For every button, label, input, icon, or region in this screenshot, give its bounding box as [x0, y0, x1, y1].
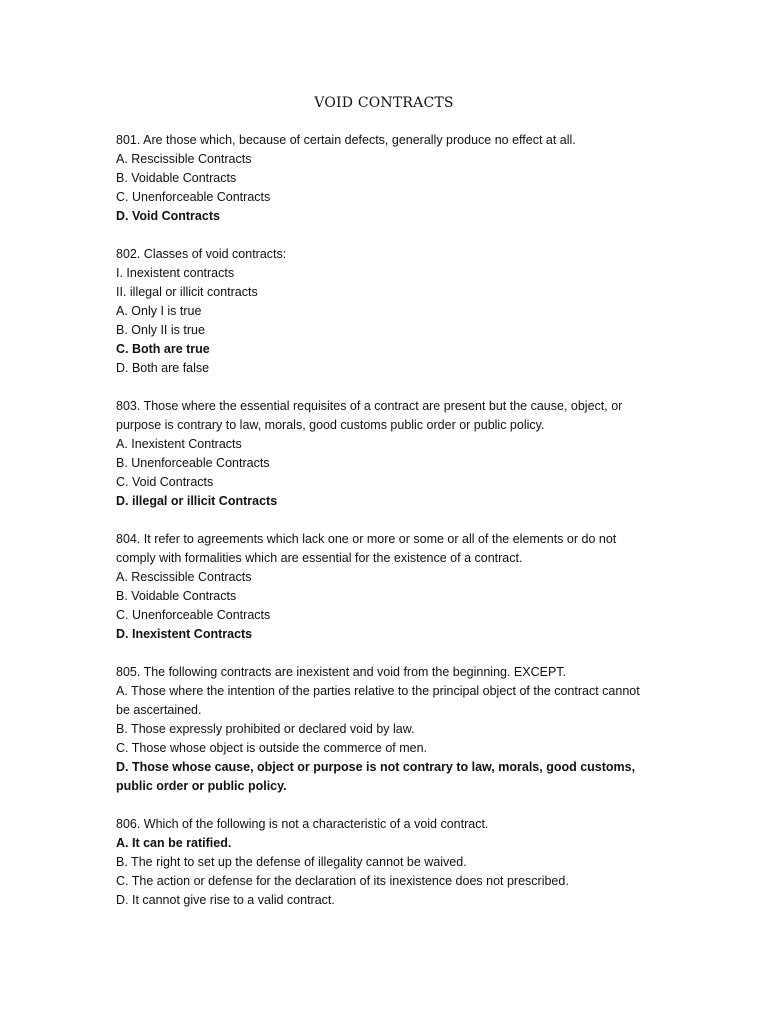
option-b: B. Unenforceable Contracts	[116, 456, 270, 470]
question-stem: 803. Those where the essential requisites of a contract are present but the cause, object, or purpose is contrary to law, morals, good customs public order or public policy.	[116, 399, 623, 432]
option-d-correct: D. Inexistent Contracts	[116, 627, 253, 641]
option-a: A. Inexistent Contracts	[116, 437, 242, 451]
option-c: C. Void Contracts	[116, 475, 214, 489]
option-c: C. The action or defense for the declaration of its inexistence does not prescribed.	[116, 874, 569, 888]
option-d: D. Both are false	[116, 361, 210, 375]
option-a: A. Those where the intention of the parties relative to the principal object of the contract cannot be ascertained.	[116, 684, 640, 717]
option-b: B. Those expressly prohibited or declared void by law.	[116, 722, 415, 736]
question-stem: 801. Are those which, because of certain defects, generally produce no effect at all.	[116, 133, 576, 147]
question-803	[116, 397, 656, 511]
option-b: B. The right to set up the defense of illegality cannot be waived.	[116, 855, 467, 869]
question-801	[116, 131, 656, 226]
question-list	[116, 131, 656, 929]
question-stem: 806. Which of the following is not a characteristic of a void contract.	[116, 817, 489, 831]
option-a-correct: A. It can be ratified.	[116, 836, 232, 850]
statement-ii: II. illegal or illicit contracts	[116, 285, 258, 299]
statement-i: I. Inexistent contracts	[116, 266, 235, 280]
option-a: A. Only I is true	[116, 304, 202, 318]
question-stem: 805. The following contracts are inexistent and void from the beginning. EXCEPT.	[116, 665, 567, 679]
option-a: A. Rescissible Contracts	[116, 152, 252, 166]
option-d-correct: D. illegal or illicit Contracts	[116, 494, 278, 508]
option-b: B. Only II is true	[116, 323, 205, 337]
question-806	[116, 815, 656, 910]
option-b: B. Voidable Contracts	[116, 589, 237, 603]
document-title: VOID CONTRACTS	[314, 95, 454, 111]
question-804	[116, 530, 656, 644]
option-d: D. It cannot give rise to a valid contract.	[116, 893, 335, 907]
option-c: C. Unenforceable Contracts	[116, 608, 271, 622]
option-b: B. Voidable Contracts	[116, 171, 237, 185]
option-c-correct: C. Both are true	[116, 342, 210, 356]
question-802	[116, 245, 656, 378]
option-d-correct: D. Those whose cause, object or purpose is not contrary to law, morals, good customs, public order or public policy.	[116, 760, 636, 793]
question-stem: 802. Classes of void contracts:	[116, 247, 287, 261]
option-c: C. Unenforceable Contracts	[116, 190, 271, 204]
question-805	[116, 663, 656, 796]
option-d-correct: D. Void Contracts	[116, 209, 220, 223]
option-c: C. Those whose object is outside the commerce of men.	[116, 741, 428, 755]
question-stem: 804. It refer to agreements which lack one or more or some or all of the elements or do not comply with formalities which are essential for the existence of a contract.	[116, 532, 617, 565]
option-a: A. Rescissible Contracts	[116, 570, 252, 584]
